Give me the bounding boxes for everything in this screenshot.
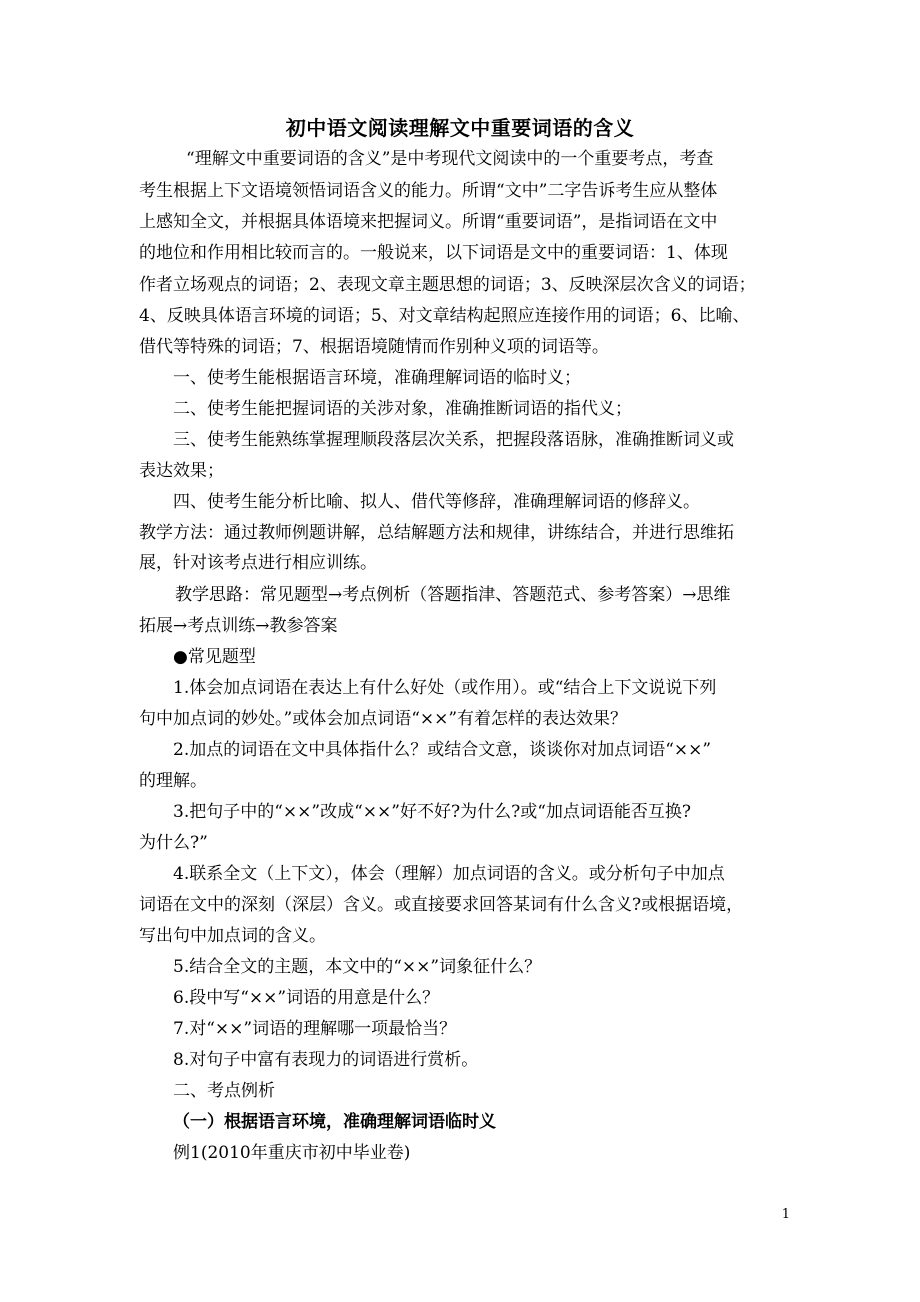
example-1-label: 例1(2010年重庆市初中毕业卷): [173, 1143, 411, 1163]
common-type-4-cont-2: 写出句中加点词的含义。: [139, 926, 326, 946]
common-type-4: 4.联系全文（上下文），体会（理解）加点词语的含义。或分析句子中加点: [173, 864, 725, 884]
document-title: 初中语文阅读理解文中重要词语的含义: [285, 116, 635, 140]
intro-line-5: 作者立场观点的词语；2、表现文章主题思想的词语；3、反映深层次含义的词语；: [139, 275, 756, 295]
common-type-5: 5.结合全文的主题，本文中的“××”词象征什么？: [173, 957, 542, 977]
page-number: 1: [781, 1207, 790, 1222]
goal-1: 一、使考生能根据语言环境，准确理解词语的临时义；: [173, 368, 581, 388]
common-type-4-cont-1: 词语在文中的深刻（深层）含义。或直接要求回答某词有什么含义?或根据语境，: [139, 895, 744, 915]
common-type-7: 7.对“××”词语的理解哪一项最恰当？: [173, 1019, 457, 1039]
approach-line-2: 拓展→考点训练→教参答案: [139, 616, 338, 636]
common-type-1: 1.体会加点词语在表达上有什么好处（或作用）。或“结合上下文说说下列: [173, 678, 717, 698]
common-type-2-cont: 的理解。: [139, 771, 207, 791]
intro-line-7: 借代等特殊的词语；7、根据语境随情而作别种义项的词语等。: [139, 337, 609, 357]
goal-2: 二、使考生能把握词语的关涉对象，准确推断词语的指代义；: [173, 399, 632, 419]
common-type-2: 2.加点的词语在文中具体指什么？或结合文意，谈谈你对加点词语“××”: [173, 740, 712, 760]
approach-line-1: 教学思路：常见题型→考点例析（答题指津、答题范式、参考答案）→思维: [175, 585, 731, 605]
intro-line-4: 的地位和作用相比较而言的。一般说来，以下词语是文中的重要词语：1、体现: [139, 243, 728, 263]
method-line-2: 展，针对该考点进行相应训练。: [139, 553, 377, 573]
intro-line-2: 考生根据上下文语境领悟词语含义的能力。所谓“文中”二字告诉考生应从整体: [139, 181, 718, 201]
goal-3: 三、使考生能熟练掌握理顺段落层次关系，把握段落语脉，准确推断词义或: [173, 430, 734, 450]
intro-line-3: 上感知全文，并根据具体语境来把握词义。所谓“重要词语”，是指词语在文中: [139, 212, 718, 232]
section-examples: 二、考点例析: [173, 1081, 275, 1101]
common-type-6: 6.段中写“××”词语的用意是什么？: [173, 988, 440, 1008]
goal-4: 四、使考生能分析比喻、拟人、借代等修辞，准确理解词语的修辞义。: [173, 492, 700, 512]
section-common-types: ●常见题型: [173, 647, 256, 667]
subsection-heading-1: （一）根据语言环境，准确理解词语临时义: [173, 1112, 496, 1132]
method-line-1: 教学方法：通过教师例题讲解，总结解题方法和规律，讲练结合，并进行思维拓: [139, 523, 734, 543]
goal-3-cont: 表达效果；: [139, 461, 224, 481]
common-type-1-cont: 句中加点词的妙处。”或体会加点词语“××”有着怎样的表达效果？: [139, 709, 628, 729]
common-type-3: 3.把句子中的“××”改成“××”好不好?为什么?或“加点词语能否互换?: [173, 802, 691, 822]
common-type-3-cont: 为什么?”: [139, 833, 208, 853]
common-type-8: 8.对句子中富有表现力的词语进行赏析。: [173, 1050, 479, 1070]
intro-line-6: 4、反映具体语言环境的词语；5、对文章结构起照应连接作用的词语；6、比喻、: [139, 306, 750, 326]
intro-line-1: “理解文中重要词语的含义”是中考现代文阅读中的一个重要考点，考查: [186, 149, 714, 169]
